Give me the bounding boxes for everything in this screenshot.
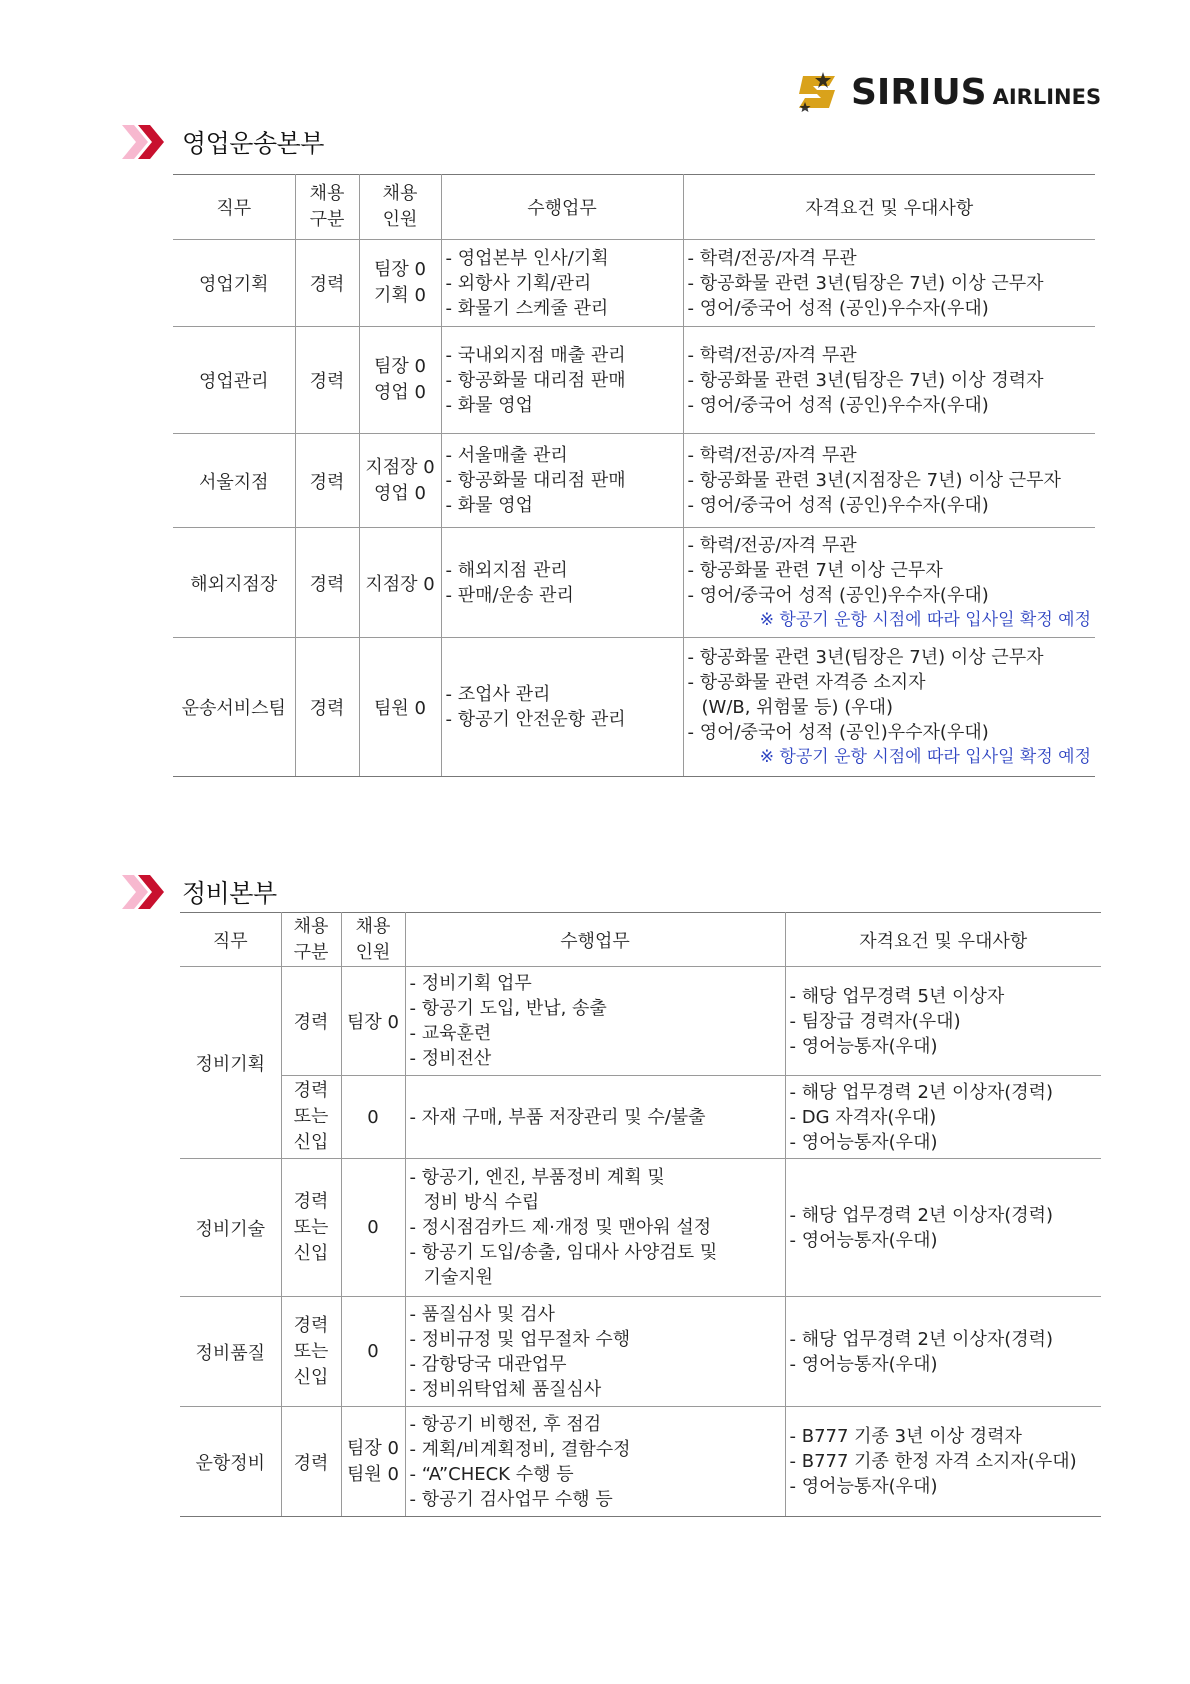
job-cell: 운항정비 bbox=[180, 1407, 281, 1517]
type-cell: 경력 bbox=[295, 434, 359, 528]
list-item: - 조업사 관리 bbox=[446, 682, 679, 707]
qual-cell bbox=[683, 638, 1095, 777]
list-item: 기술지원 bbox=[423, 1267, 494, 1288]
list-item: - 항공화물 관련 3년(팀장은 7년) 이상 근무자 bbox=[688, 271, 1092, 296]
list-item: - 계획/비계획정비, 결함수정 bbox=[410, 1437, 781, 1462]
sales-jobs-table bbox=[173, 174, 1095, 777]
list-item: - 해당 업무경력 2년 이상자(경력) bbox=[790, 1080, 1098, 1105]
count-cell: 팀장 0 bbox=[341, 967, 405, 1076]
list-item: 정비 방식 수립 bbox=[423, 1192, 540, 1213]
header-qual: 자격요건 및 우대사항 bbox=[683, 175, 1095, 240]
list-item: - 항공화물 관련 자격증 소지자 bbox=[688, 670, 1092, 695]
list-item: - 서울매출 관리 bbox=[446, 443, 679, 468]
list-item: - 항공기 도입, 반납, 송출 bbox=[410, 996, 781, 1021]
qual-cell bbox=[785, 1407, 1101, 1517]
qual-cell bbox=[683, 528, 1095, 638]
list-item: - 항공기, 엔진, 부품정비 계획 및 bbox=[410, 1165, 781, 1190]
job-cell: 운송서비스팀 bbox=[173, 638, 295, 777]
job-cell: 영업기획 bbox=[173, 240, 295, 327]
list-item: - 항공화물 대리점 판매 bbox=[446, 468, 679, 493]
qual-cell bbox=[785, 1076, 1101, 1159]
count-cell: 0 bbox=[341, 1076, 405, 1159]
table-row bbox=[180, 1407, 1101, 1517]
qual-cell bbox=[683, 327, 1095, 434]
list-item: - 영어/중국어 성적 (공인)우수자(우대) bbox=[688, 296, 1092, 321]
duty-cell bbox=[441, 638, 683, 777]
list-item: - 학력/전공/자격 무관 bbox=[688, 343, 1092, 368]
list-item: - 해당 업무경력 2년 이상자(경력) bbox=[790, 1327, 1098, 1352]
list-item: - 해외지점 관리 bbox=[446, 558, 679, 583]
list-item: - 항공화물 관련 3년(팀장은 7년) 이상 경력자 bbox=[688, 368, 1092, 393]
duty-cell bbox=[405, 1297, 785, 1407]
list-item: - 정시점검카드 제·개정 및 맨아워 설정 bbox=[410, 1215, 781, 1240]
type-cell: 경력 또는 신입 bbox=[281, 1159, 341, 1297]
table-row bbox=[180, 967, 1101, 1076]
brand-sub: AIRLINES bbox=[992, 84, 1102, 109]
list-item: - 항공기 검사업무 수행 등 bbox=[410, 1487, 781, 1512]
table-row bbox=[173, 327, 1095, 434]
job-cell: 영업관리 bbox=[173, 327, 295, 434]
list-item: - “A”CHECK 수행 등 bbox=[410, 1462, 781, 1487]
table-header-row bbox=[180, 913, 1101, 967]
header-duty: 수행업무 bbox=[441, 175, 683, 240]
duty-cell bbox=[441, 240, 683, 327]
list-item: - DG 자격자(우대) bbox=[790, 1105, 1098, 1130]
list-item: - B777 기종 한정 자격 소지자(우대) bbox=[790, 1449, 1098, 1474]
double-chevron-icon bbox=[122, 875, 164, 909]
brand-name: SIRIUS bbox=[851, 71, 987, 113]
type-cell: 경력 또는 신입 bbox=[281, 1076, 341, 1159]
table-row bbox=[173, 638, 1095, 777]
qual-cell bbox=[785, 1159, 1101, 1297]
list-item: - 항공기 안전운항 관리 bbox=[446, 707, 679, 732]
list-item: - 영어능통자(우대) bbox=[790, 1034, 1098, 1059]
list-item: - 정비위탁업체 품질심사 bbox=[410, 1377, 781, 1402]
count-cell: 지점장 0 bbox=[359, 528, 441, 638]
duty-cell bbox=[405, 1159, 785, 1297]
list-item: - 화물 영업 bbox=[446, 393, 679, 418]
list-item: - 교육훈련 bbox=[410, 1021, 781, 1046]
list-item: - 영어/중국어 성적 (공인)우수자(우대) bbox=[688, 393, 1092, 418]
list-item: - 정비기획 업무 bbox=[410, 971, 781, 996]
note-text: ※ 항공기 운항 시점에 따라 입사일 확정 예정 bbox=[759, 746, 1091, 767]
header-qual: 자격요건 및 우대사항 bbox=[785, 913, 1101, 967]
duty-cell bbox=[405, 1407, 785, 1517]
list-item: - 정비전산 bbox=[410, 1046, 781, 1071]
duty-cell bbox=[441, 327, 683, 434]
list-item: - 학력/전공/자격 무관 bbox=[688, 246, 1092, 271]
section-heading-maintenance bbox=[122, 874, 277, 910]
note-text: ※ 항공기 운항 시점에 따라 입사일 확정 예정 bbox=[759, 609, 1091, 630]
list-item: - 학력/전공/자격 무관 bbox=[688, 443, 1092, 468]
header-job: 직무 bbox=[173, 175, 295, 240]
job-cell: 정비기술 bbox=[180, 1159, 281, 1297]
type-cell: 경력 bbox=[295, 240, 359, 327]
list-item: - 화물기 스케줄 관리 bbox=[446, 296, 679, 321]
duty-cell bbox=[405, 967, 785, 1076]
table-row bbox=[173, 434, 1095, 528]
list-item: - 항공화물 대리점 판매 bbox=[446, 368, 679, 393]
header-type: 채용 구분 bbox=[295, 175, 359, 240]
list-item: - 영어/중국어 성적 (공인)우수자(우대) bbox=[688, 720, 1092, 745]
section-heading-sales bbox=[122, 124, 324, 160]
list-item: - 학력/전공/자격 무관 bbox=[688, 533, 1092, 558]
list-item: - 항공기 비행전, 후 점검 bbox=[410, 1412, 781, 1437]
sirius-star-logo-icon bbox=[795, 68, 843, 116]
brand-logo bbox=[795, 68, 1115, 116]
list-item: - 영어능통자(우대) bbox=[790, 1474, 1098, 1499]
list-item: - 해당 업무경력 5년 이상자 bbox=[790, 984, 1098, 1009]
type-cell: 경력 bbox=[281, 1407, 341, 1517]
header-count: 채용 인원 bbox=[341, 913, 405, 967]
table-row bbox=[173, 528, 1095, 638]
list-item: - 영어능통자(우대) bbox=[790, 1352, 1098, 1377]
duty-cell bbox=[441, 434, 683, 528]
job-cell: 서울지점 bbox=[173, 434, 295, 528]
table-row bbox=[180, 1297, 1101, 1407]
count-cell: 0 bbox=[341, 1159, 405, 1297]
list-item: - B777 기종 3년 이상 경력자 bbox=[790, 1424, 1098, 1449]
list-item: - 감항당국 대관업무 bbox=[410, 1352, 781, 1377]
list-item: - 정비규정 및 업무절차 수행 bbox=[410, 1327, 781, 1352]
type-cell: 경력 bbox=[281, 967, 341, 1076]
table-row bbox=[180, 1076, 1101, 1159]
list-item: - 영어능통자(우대) bbox=[790, 1130, 1098, 1155]
count-cell: 지점장 0 영업 0 bbox=[359, 434, 441, 528]
count-cell: 팀장 0 팀원 0 bbox=[341, 1407, 405, 1517]
list-item: - 영어/중국어 성적 (공인)우수자(우대) bbox=[688, 583, 1092, 608]
list-item: - 영업본부 인사/기획 bbox=[446, 246, 679, 271]
type-cell: 경력 bbox=[295, 638, 359, 777]
double-chevron-icon bbox=[122, 125, 164, 159]
table-row bbox=[180, 1159, 1101, 1297]
header-count: 채용 인원 bbox=[359, 175, 441, 240]
duty-cell bbox=[441, 528, 683, 638]
header-duty: 수행업무 bbox=[405, 913, 785, 967]
section-title: 영업운송본부 bbox=[182, 129, 324, 158]
qual-cell bbox=[785, 1297, 1101, 1407]
type-cell: 경력 또는 신입 bbox=[281, 1297, 341, 1407]
qual-cell bbox=[683, 434, 1095, 528]
list-item: - 항공기 도입/송출, 임대사 사양검토 및 bbox=[410, 1240, 781, 1265]
count-cell: 팀장 0 영업 0 bbox=[359, 327, 441, 434]
job-cell: 정비기획 bbox=[180, 967, 281, 1159]
qual-cell bbox=[785, 967, 1101, 1076]
table-row bbox=[173, 240, 1095, 327]
list-item: - 항공화물 관련 3년(팀장은 7년) 이상 근무자 bbox=[688, 645, 1092, 670]
section-title: 정비본부 bbox=[182, 879, 277, 908]
count-cell: 팀장 0 기획 0 bbox=[359, 240, 441, 327]
job-cell: 정비품질 bbox=[180, 1297, 281, 1407]
count-cell: 0 bbox=[341, 1297, 405, 1407]
header-type: 채용 구분 bbox=[281, 913, 341, 967]
list-item: - 영어/중국어 성적 (공인)우수자(우대) bbox=[688, 493, 1092, 518]
list-item: (W/B, 위험물 등) (우대) bbox=[701, 696, 894, 718]
list-item: - 영어능통자(우대) bbox=[790, 1228, 1098, 1253]
header-job: 직무 bbox=[180, 913, 281, 967]
type-cell: 경력 bbox=[295, 327, 359, 434]
list-item: - 항공화물 관련 7년 이상 근무자 bbox=[688, 558, 1092, 583]
list-item: - 화물 영업 bbox=[446, 493, 679, 518]
job-cell: 해외지점장 bbox=[173, 528, 295, 638]
duty-cell bbox=[405, 1076, 785, 1159]
qual-cell bbox=[683, 240, 1095, 327]
list-item: - 판매/운송 관리 bbox=[446, 583, 679, 608]
maintenance-jobs-table bbox=[180, 912, 1101, 1517]
list-item: - 해당 업무경력 2년 이상자(경력) bbox=[790, 1203, 1098, 1228]
list-item: - 팀장급 경력자(우대) bbox=[790, 1009, 1098, 1034]
list-item: - 항공화물 관련 3년(지점장은 7년) 이상 근무자 bbox=[688, 468, 1092, 493]
table-header-row bbox=[173, 175, 1095, 240]
list-item: - 품질심사 및 검사 bbox=[410, 1302, 781, 1327]
list-item: - 국내외지점 매출 관리 bbox=[446, 343, 679, 368]
type-cell: 경력 bbox=[295, 528, 359, 638]
count-cell: 팀원 0 bbox=[359, 638, 441, 777]
list-item: - 외항사 기획/관리 bbox=[446, 271, 679, 296]
list-item: - 자재 구매, 부품 저장관리 및 수/불출 bbox=[410, 1105, 781, 1130]
